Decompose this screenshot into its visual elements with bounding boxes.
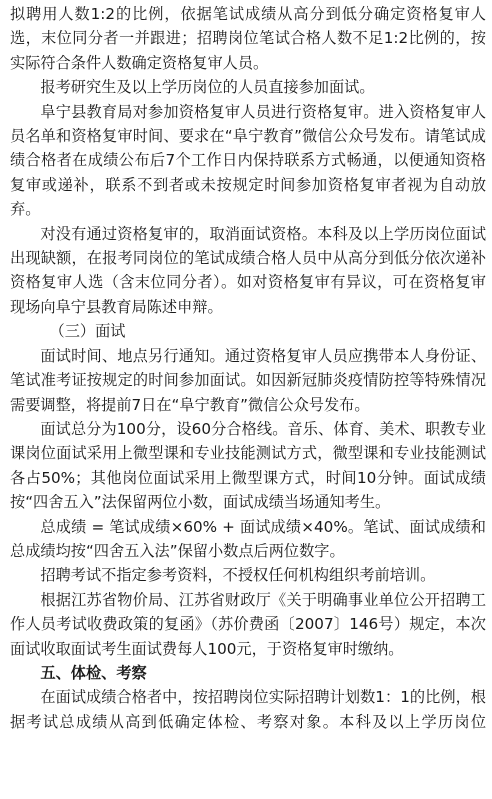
section-heading-interview: （三）面试: [49, 322, 126, 341]
paragraph-physical-exam-selection: 在面试成绩合格者中，按招聘岗位实际招聘计划数1：1的比例，根据考试总成绩从高到低确定体检、考察对象。本科及以上学历岗位: [10, 688, 486, 731]
section-heading-physical-exam: 五、体检、考察: [40, 663, 147, 682]
paragraph-interview-time: 面试时间、地点另行通知。通过资格复审人员应携带本人身份证、笔试准考证按规定的时间参加面试。如因新冠肺炎疫情防控等特殊情况需要调整，将提前7日在“阜宁教育”微信公众号发布。: [10, 346, 486, 414]
paragraph-quota-ratio: 拟聘用人数1:2的比例，依据笔试成绩从高分到低分确定资格复审人选，末位同分者一并跟进；招聘岗位笔试合格人数不足1:2比例的，按实际符合条件人数确定资格复审人员。: [10, 5, 486, 72]
paragraph-no-reference-materials: 招聘考试不指定参考资料，不授权任何机构组织考前培训。: [40, 566, 436, 585]
paragraph-graduate-direct-interview: 报考研究生及以上学历岗位的人员直接参加面试。: [40, 78, 375, 97]
paragraph-review-failure: 对没有通过资格复审的，取消面试资格。本科及以上学历岗位面试出现缺额，在报考同岗位的笔试成绩合格人员中从高分到低分依次递补资格复审人选（含末位同分者）。如对资格复审有异议，可在资格复审现场向阜宁县教育局陈述申辩。: [10, 224, 486, 316]
paragraph-total-score-formula: 总成绩 = 笔试成绩×60% + 面试成绩×40%。笔试、面试成绩和总成绩均按“四舍五入法”保留小数点后两位数字。: [10, 517, 486, 560]
paragraph-interview-scoring: 面试总分为100分，设60分合格线。音乐、体育、美术、职教专业课岗位面试采用上微型课和专业技能测试方式，微型课和专业技能测试各占50%；其他岗位面试采用上微型课方式，时间10分钟。面试成绩按“四舍五入”法保留两位小数，面试成绩当场通知考生。: [10, 419, 486, 512]
paragraph-interview-fee: 根据江苏省物价局、江苏省财政厅《关于明确事业单位公开招聘工作人员考试收费政策的复函》（苏价费函〔2007〕146号）规定，本次面试收取面试考生面试费每人100元，于资格复审时缴纳。: [10, 590, 486, 658]
paragraph-qualification-review: 阜宁县教育局对参加资格复审人员进行资格复审。进入资格复审人员名单和资格复审时间、要求在“阜宁教育”微信公众号发布。请笔试成绩合格者在成绩公布后7个工作日内保持联系方式畅通，以便通知资格复审或递补，联系不到者或未按规定时间参加资格复审者视为自动放弃。: [10, 102, 486, 219]
